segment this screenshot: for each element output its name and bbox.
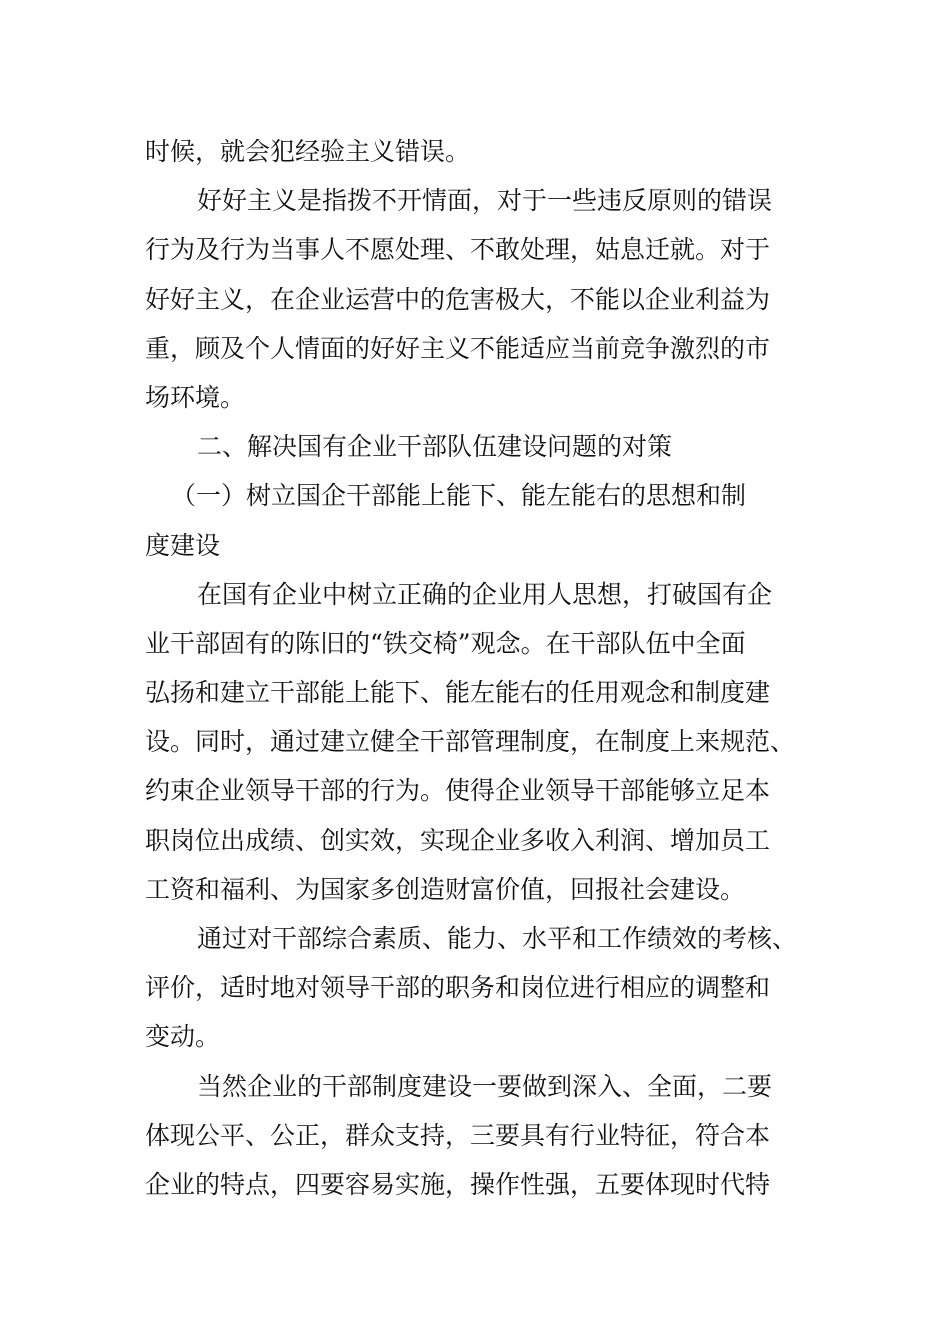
text-line: （一）树立国企干部能上能下、能左能右的思想和制	[171, 481, 747, 511]
text-line: 好好主义是指拨不开情面，对于一些违反原则的错误	[197, 186, 773, 216]
text-line: 度建设	[145, 530, 221, 560]
text-line: 通过对干部综合素质、能力、水平和工作绩效的考核、	[197, 924, 798, 953]
text-line: 时候，就会犯经验主义错误。	[145, 137, 471, 166]
text-line: 职岗位出成绩、创实效，实现企业多收入利润、增加员工	[145, 825, 771, 855]
document-body	[145, 127, 805, 1209]
text-line: 二、解决国有企业干部队伍建设问题的对策	[197, 432, 673, 462]
text-line: 工资和福利、为国家多创造财富价值，回报社会建设。	[145, 874, 746, 904]
text-line: 当然企业的干部制度建设一要做到深入、全面，二要	[197, 1071, 773, 1101]
text-line: 设。同时，通过建立健全干部管理制度，在制度上来规范、	[145, 727, 796, 757]
text-line: 场环境。	[145, 382, 246, 412]
text-line: 重，顾及个人情面的好好主义不能适应当前竞争激烈的市	[145, 333, 771, 363]
text-line: 企业的特点，四要容易实施，操作性强，五要体现时代特	[145, 1169, 771, 1199]
text-line: 行为及行为当事人不愿处理、不敢处理，姑息迁就。对于	[145, 235, 771, 265]
text-line: 约束企业领导干部的行为。使得企业领导干部能够立足本	[145, 776, 771, 806]
text-line: 评价，适时地对领导干部的职务和岗位进行相应的调整和	[145, 973, 771, 1003]
text-line: 好好主义，在企业运营中的危害极大，不能以企业利益为	[145, 284, 771, 314]
text-line: 变动。	[145, 1022, 221, 1052]
text-line: 弘扬和建立干部能上能下、能左能右的任用观念和制度建	[145, 678, 771, 708]
text-line: 在国有企业中树立正确的企业用人思想，打破国有企	[197, 579, 773, 609]
text-line: 业干部固有的陈旧的“铁交椅”观念。在干部队伍中全面	[145, 628, 746, 658]
text-line: 体现公平、公正，群众支持，三要具有行业特征，符合本	[145, 1120, 771, 1150]
